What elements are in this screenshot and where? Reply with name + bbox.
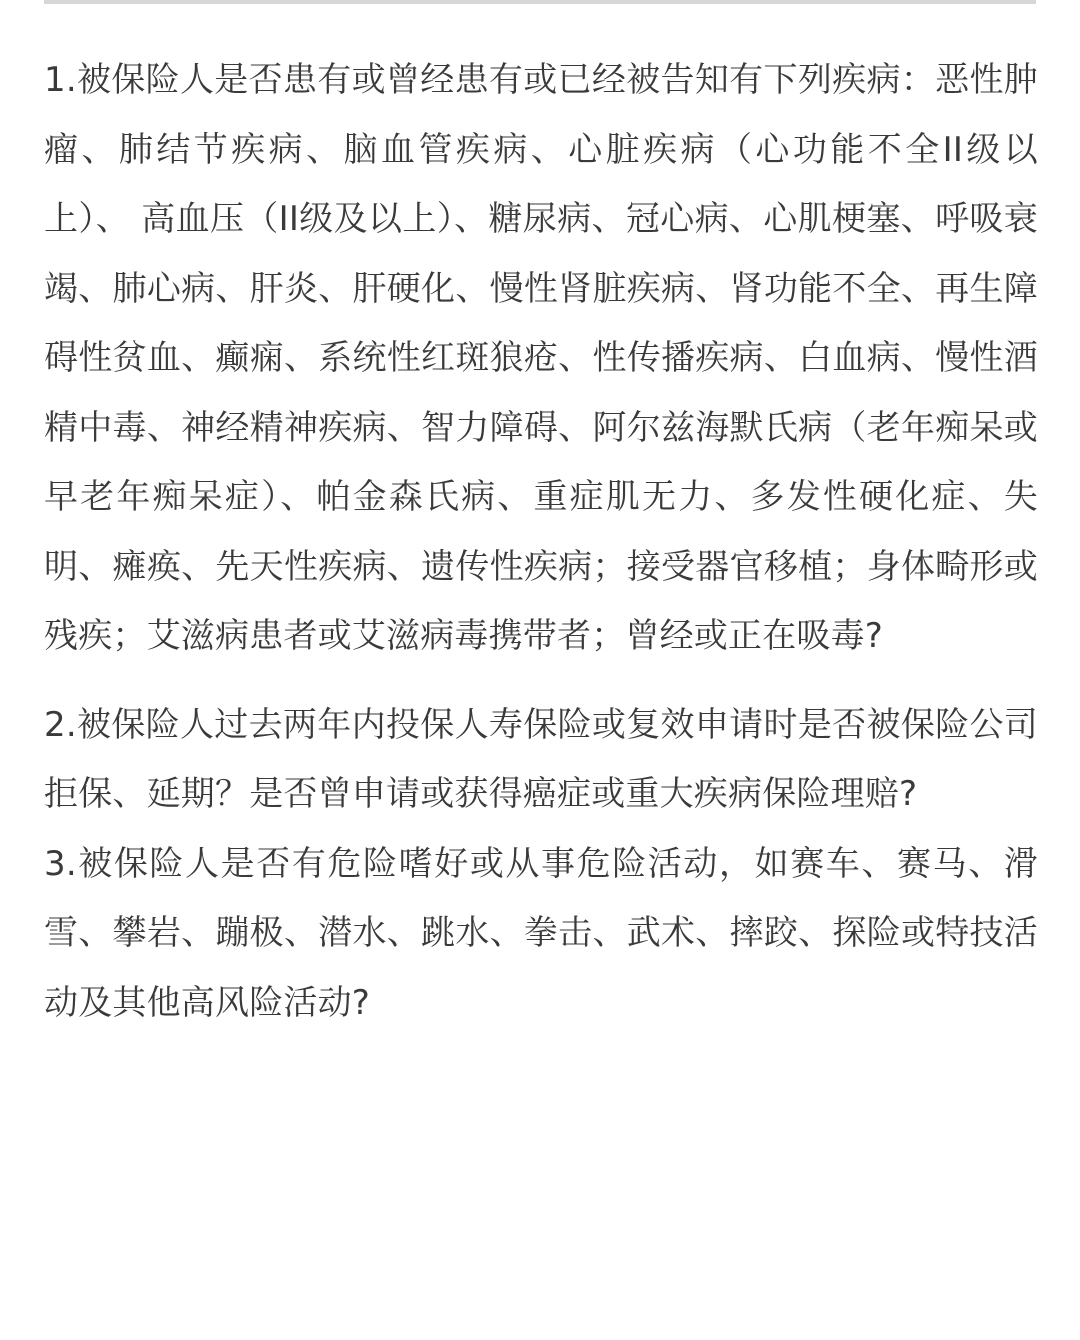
health-questionnaire [44, 46, 1038, 1038]
question-2: 2.被保险人过去两年内投保人寿保险或复效申请时是否被保险公司拒保、延期？是否曾申请或获得癌症或重大疾病保险理赔? [44, 704, 1038, 814]
top-divider [44, 0, 1036, 4]
question-1: 1.被保险人是否患有或曾经患有或已经被告知有下列疾病：恶性肿瘤、肺结节疾病、脑血管疾病、心脏疾病（心功能不全II级以上）、 高血压（II级及以上）、糖尿病、冠心病、心肌梗塞、呼吸衰竭、肺心病、肝炎、肝硬化、慢性肾脏疾病、肾功能不全、再生障碍性贫血、癫痫、系统性红斑狼疮、性传播疾病、白血病、慢性酒精中毒、神经精神疾病、智力障碍、阿尔兹海默氏病（老年痴呆或早老年痴呆症）、帕金森氏病、重症肌无力、多发性硬化症、失明、瘫痪、先天性疾病、遗传性疾病；接受器官移植；身体畸形或残疾；艾滋病患者或艾滋病毒携带者；曾经或正在吸毒? [44, 60, 1038, 656]
question-3: 3.被保险人是否有危险嗜好或从事危险活动，如赛车、赛马、滑雪、攀岩、蹦极、潜水、跳水、拳击、武术、摔跤、探险或特技活动及其他高风险活动? [44, 843, 1038, 1023]
